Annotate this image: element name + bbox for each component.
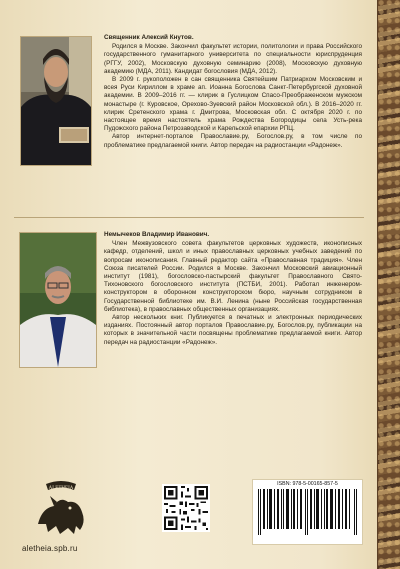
author1-paragraph: Автор интернет-порталов Православие.ру, Богослов.ру, в том числе по проблематике предлагаемой книги. Автор передач на радиостанции «Радонеж». — [104, 133, 362, 149]
mosaic-border-strip — [377, 0, 400, 569]
qr-code-icon — [162, 484, 210, 532]
author1-name: Священник Алексий Кнутов. — [104, 34, 194, 41]
author2-paragraph: Член Межвузовского совета факультетов церковных художеств, иконописных кафедр, отделений, школ и иных православных церковных учебных заведений по вопросам иконописания. Главный редактор сайта «Православная традиция». Член Союза писателей России. Родился в Москве. Закончил Московский авиационный институт (1981), богословско-пастырский факультет Православного Свято-Тихоновского богословского института (ПСТБИ, 2001). Работал инженером-конструктором в оборонном конструкторском бюро, научным сотрудником в Государственной библиотеке им. В.И. Ленина (ныне Российская государственная библиотека), в православных общественных организациях. — [104, 240, 362, 313]
author2-name: Немычеков Владимир Иванович. — [104, 231, 210, 238]
isbn-number: ISBN: 978-5-00165-857-5 — [277, 481, 338, 487]
author2-paragraph: Автор нескольких книг. Публикуется в печатных и электронных периодических изданиях. Постоянный автор порталов Православие.ру, Богослов.ру, публикации на которых в значительной части посвящены проблематике предлагаемой книги. Автор передач на радиостанции «Радонеж». — [104, 314, 362, 346]
author1-paragraph: В 2009 г. рукоположен в сан священника Святейшим Патриархом Московским и всея Руси Кириллом в храме ап. Иоанна Богослова Санкт-Петербургской духовной академии. В 2009–2016 гг. — клирик в Гуслицком Спасо-Преображенском мужском монастыре (г. Куровское, Орехово-Зуевский район Московской обл.). В 2016–2020 гг. клирик Сретенского храма г. Дмитрова, Московская обл. С октября 2020 г. по настоящее время настоятель храма Рождества Богородицы села Усть-река Пудожского района Петрозаводской и Карельской епархии РПЦ. — [104, 76, 362, 133]
publisher-website[interactable]: aletheia.spb.ru — [22, 544, 78, 553]
logo-text: ALETHEIA — [48, 486, 74, 491]
barcode-icon — [252, 479, 363, 545]
barcode-bars — [258, 489, 357, 535]
author1-paragraph: Родился в Москве. Закончил факультет истории, политологии и права Российского государственного гуманитарного университета по специальности юриспруденция (РГГУ, 2002), Московскую духовную семинарию (2008), Московскую духовную академию (МДА, 2011). Кандидат богословия (МДА, 2012). — [104, 43, 362, 75]
publisher-logo-icon — [30, 478, 92, 540]
author1-bio — [104, 34, 362, 150]
author2-photo — [19, 232, 97, 368]
author2-bio — [104, 231, 362, 347]
author1-photo — [20, 36, 92, 166]
section-divider — [14, 217, 364, 218]
